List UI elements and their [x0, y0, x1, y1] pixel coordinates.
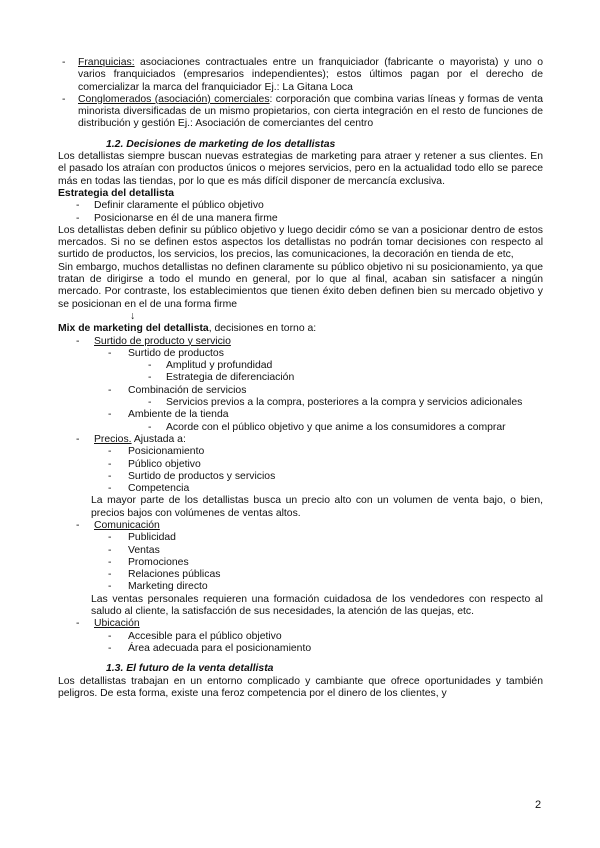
- list-item-comunicacion: [58, 520, 543, 532]
- mix-intro: [58, 323, 543, 335]
- list-item: [58, 372, 543, 384]
- list-item-text: Promociones: [128, 556, 189, 568]
- list-item-text: Publicidad: [128, 532, 176, 544]
- list-item: [58, 385, 543, 397]
- dash-bullet: -: [108, 384, 112, 396]
- list-item-text: Accesible para el público objetivo: [128, 630, 282, 642]
- list-item: [58, 569, 543, 581]
- list-item: [58, 459, 543, 471]
- list-item-conglomerados: [58, 94, 543, 131]
- dash-bullet: -: [108, 532, 112, 544]
- term-franquicias: Franquicias:: [78, 57, 135, 68]
- dash-bullet: -: [108, 556, 112, 568]
- dash-bullet: -: [76, 433, 80, 445]
- list-item: [58, 213, 543, 225]
- comunicacion-label: Comunicación: [94, 519, 160, 531]
- dash-bullet: -: [62, 57, 66, 68]
- list-item-text: Posicionarse en él de una manera firme: [94, 212, 278, 224]
- list-item: [58, 643, 543, 655]
- conglomerados-text: : corporación que combina varias líneas y formas de venta minorista diversificadas de un mismo propietarios, con cierta integración en el resto de funciones de distribución y gestión Ej.: Asociación de comerciantes del centro: [78, 93, 543, 130]
- dash-bullet: -: [76, 618, 80, 630]
- list-item: [58, 483, 543, 495]
- precios-label: Precios.: [94, 433, 132, 445]
- mix-heading: Mix de marketing del detallista: [58, 323, 209, 335]
- dash-bullet: -: [148, 360, 152, 372]
- dash-bullet: -: [108, 630, 112, 642]
- page-number: 2: [535, 799, 542, 811]
- dash-bullet: -: [76, 519, 80, 531]
- list-item-precios: [58, 434, 543, 446]
- list-item: [58, 471, 543, 483]
- list-item: [58, 397, 543, 409]
- mix-intro-rest: , decisiones en torno a:: [208, 323, 317, 335]
- dash-bullet: -: [108, 569, 112, 581]
- section-heading-1-2: 1.2. Decisiones de marketing de los detallistas: [106, 138, 336, 150]
- dash-bullet: -: [108, 347, 112, 359]
- dash-bullet: -: [108, 446, 112, 458]
- list-item-text: Estrategia de diferenciación: [166, 372, 295, 384]
- list-item: [58, 422, 543, 434]
- dash-bullet: -: [108, 642, 112, 654]
- list-item-text: Competencia: [128, 483, 190, 495]
- dash-bullet: -: [108, 458, 112, 470]
- dash-bullet: -: [108, 581, 112, 593]
- dash-bullet: -: [76, 212, 80, 224]
- list-item-text: Posicionamiento: [128, 446, 205, 458]
- list-item-text: Amplitud y profundidad: [166, 360, 273, 372]
- list-item-surtido: [58, 336, 543, 348]
- page-content: [58, 57, 543, 700]
- down-arrow-icon: ↓: [130, 310, 136, 322]
- list-item: [58, 557, 543, 569]
- dash-bullet: -: [108, 544, 112, 556]
- list-item: [58, 631, 543, 643]
- paragraph-definir: Los detallistas deben definir su público objetivo y luego decidir cómo se van a posicionar dentro de estos mercados. Si no se definen estos aspectos los detallistas no podrán tomar decisiones con respecto al surtido de productos, los servicios, los precios, las comunicaciones, la decoración en tienda de etc,: [58, 224, 543, 261]
- dash-bullet: -: [148, 372, 152, 384]
- franquicias-text: asociaciones contractuales entre un franquiciador (fabricante o mayorista) y uno o varios franquiciados (empresarios independientes); estos últimos pagan por el derecho de comercializar la marca del franquiciador Ej.: La Gitana Loca: [78, 57, 543, 93]
- ubicacion-label: Ubicación: [94, 618, 140, 630]
- list-item-text: Ventas: [128, 544, 160, 556]
- list-item: [58, 348, 543, 360]
- dash-bullet: -: [148, 421, 152, 433]
- list-item-text: Área adecuada para el posicionamiento: [128, 642, 312, 654]
- dash-bullet: -: [148, 397, 152, 409]
- list-item-text: Marketing directo: [128, 581, 208, 593]
- list-item: [58, 409, 543, 421]
- paragraph-intro: Los detallistas siempre buscan nuevas estrategias de marketing para atraer y retener a sus clientes. En el pasado los atraían con productos únicos o mejores servicios, pero en la actualidad todo ello se parece más en todas las tiendas, por lo que es más difícil disponer de mercancía exclusiva.: [58, 151, 543, 187]
- dash-bullet: -: [108, 483, 112, 495]
- list-item: [58, 532, 543, 544]
- list-item: [58, 581, 543, 593]
- dash-bullet: -: [76, 200, 80, 212]
- list-item-ubicacion: [58, 618, 543, 630]
- section-heading-1-3: 1.3. El futuro de la venta detallista: [106, 663, 274, 675]
- list-item-text: Acorde con el público objetivo y que anime a los consumidores a comprar: [166, 421, 506, 433]
- list-item-text: Combinación de servicios: [128, 384, 247, 396]
- list-item: [58, 360, 543, 372]
- list-item-franquicias: [58, 57, 543, 94]
- list-item: [58, 545, 543, 557]
- list-item-text: Surtido de productos: [128, 347, 224, 359]
- paragraph-futuro: Los detallistas trabajan en un entorno complicado y cambiante que ofrece oportunidades y también peligros. De esta forma, existe una feroz competencia por el dinero de los clientes, y: [58, 675, 543, 699]
- list-item-text: Relaciones públicas: [128, 569, 221, 581]
- precios-note: La mayor parte de los detallistas busca un precio alto con un volumen de venta bajo, o bien, precios bajos con volúmenes de ventas altos.: [91, 495, 543, 519]
- precios-rest: Ajustada a:: [131, 433, 186, 445]
- list-item-text: Ambiente de la tienda: [128, 409, 229, 421]
- list-item-text: Surtido de productos y servicios: [128, 470, 276, 482]
- comunicacion-note: Las ventas personales requieren una formación cuidadosa de los vendedores con respecto al saludo al cliente, la satisfacción de sus necesidades, la atención de las quejas, etc.: [91, 593, 543, 618]
- dash-bullet: -: [62, 93, 66, 105]
- term-conglomerados: Conglomerados (asociación) comerciales: [78, 93, 270, 105]
- list-item-text: Servicios previos a la compra, posteriores a la compra y servicios adicionales: [166, 397, 523, 409]
- list-item-text: Definir claramente el público objetivo: [94, 200, 264, 212]
- surtido-label: Surtido de producto y servicio: [94, 335, 231, 347]
- list-item: [58, 200, 543, 212]
- list-item: [58, 446, 543, 458]
- list-item-text: Público objetivo: [128, 458, 201, 470]
- dash-bullet: -: [108, 470, 112, 482]
- paragraph-sin-embargo: Sin embargo, muchos detallistas no definen claramente su público objetivo ni su posicionamiento, ya que tratan de dirigirse a todo el mundo en general, por lo que al final, acaban sin satisfacer a ningún mercado. Por contraste, los establecimientos que tienen éxito deben definen bien su mercado objetivo y se posicionan en el de una forma firme: [58, 261, 543, 310]
- estrategia-heading: Estrategia del detallista: [58, 187, 175, 199]
- dash-bullet: -: [76, 335, 80, 347]
- dash-bullet: -: [108, 409, 112, 421]
